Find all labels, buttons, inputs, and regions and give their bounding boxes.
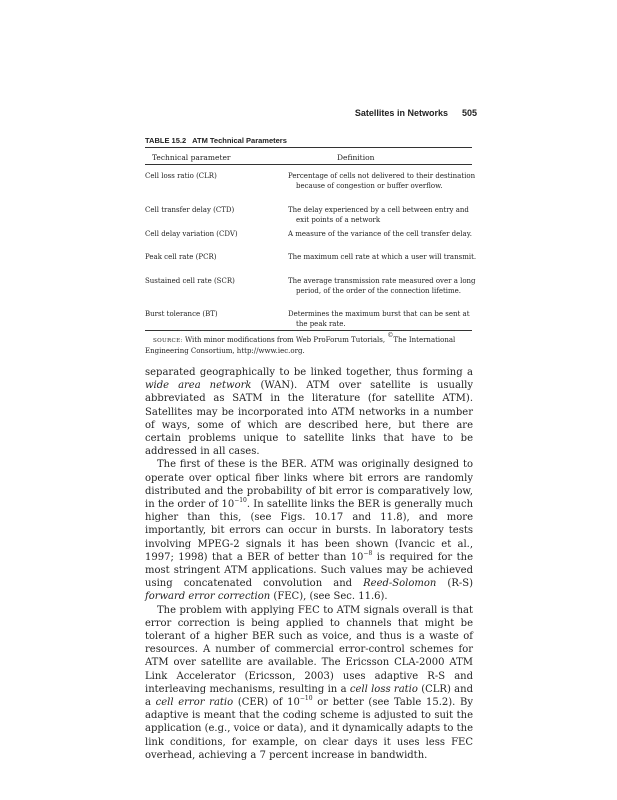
emphasis: Reed-Solomon — [363, 578, 437, 590]
definition-cell: Determines the maximum burst that can be sent at the peak rate. — [288, 310, 470, 328]
text-run: or better (see Table 15.2). By adaptive is meant that the coding scheme is adjusted to suit the application (e.g., voice or data), and it dynamically adapts to the link conditions, for example, on clear days it uses less FEC overhead, achieving a 7 percent increase in bandwidth. — [145, 697, 473, 761]
body-text — [145, 366, 473, 762]
definition-cell: The average transmission rate measured over a long period, of the order of the connection lifetime. — [288, 277, 476, 295]
table-label: TABLE 15.2 — [145, 136, 187, 145]
table-top-rule — [145, 147, 472, 148]
text-run: (CER) of 10 — [237, 697, 300, 709]
param-cell: Burst tolerance (BT) — [145, 310, 218, 318]
paragraph-2 — [145, 458, 473, 603]
column-header-definition: Definition — [337, 153, 375, 162]
emphasis: cell loss ratio — [349, 683, 418, 695]
text-run: (WAN). ATM over satellite is usually abbreviated as SATM in the literature (for satellite ATM). Satellites may be incorporated into ATM networks in a number of ways, some of which are described here, but there are certain problems unique to satellite links that have to be addressed in all cases. — [145, 380, 473, 458]
emphasis: forward error correction — [145, 591, 271, 603]
text-run: . In satellite links the BER is generally much higher than this, (see Figs. 10.17 and 11.8), and more importantly, bit errors can occur in bursts. In laboratory tests involving MPEG-2 signals it has been shown (Ivancic et al., 1997; 1998) that a BER of better than 10 — [145, 499, 474, 563]
column-header-parameter: Technical parameter — [152, 153, 231, 162]
copyright-symbol: © — [387, 332, 394, 339]
definition-cell: Percentage of cells not delivered to their destination because of congestion or buffer overflow. — [288, 172, 476, 190]
param-cell: Sustained cell rate (SCR) — [145, 277, 235, 285]
emphasis: wide area network — [145, 380, 252, 392]
text-run: is required for the most stringent ATM applications. Such values may be achieved using concatenated convolution and — [145, 551, 473, 590]
text-run: separated geographically to be linked together, thus forming a — [145, 367, 473, 378]
text-run: (R-S) — [447, 578, 473, 590]
page-number: 505 — [461, 108, 477, 118]
source-text-2: The International Engineering Consortium, http://www.iec.org. — [145, 336, 456, 355]
param-cell: Peak cell rate (PCR) — [145, 253, 217, 261]
paragraph-3 — [145, 604, 473, 762]
text-run: (CLR) and a — [145, 683, 473, 709]
param-cell: Cell loss ratio (CLR) — [145, 172, 217, 180]
source-label: SOURCE: — [153, 338, 183, 344]
exponent: −10 — [299, 695, 313, 703]
paragraph-1 — [145, 366, 473, 458]
exponent: −10 — [234, 497, 247, 505]
table-header-rule — [145, 164, 472, 165]
table-title: ATM Technical Parameters — [192, 136, 287, 145]
exponent: −8 — [363, 549, 373, 557]
running-title: Satellites in Networks — [354, 108, 448, 118]
definition-cell: A measure of the variance of the cell transfer delay. — [288, 230, 472, 238]
table-source-note — [145, 332, 475, 356]
table-caption — [145, 136, 287, 145]
table-bottom-rule — [145, 330, 472, 331]
param-cell: Cell transfer delay (CTD) — [145, 206, 235, 214]
definition-cell: The maximum cell rate at which a user will transmit. — [288, 253, 477, 261]
emphasis: cell error ratio — [155, 697, 234, 709]
text-run: The first of these is the BER. ATM was originally designed to operate over optical fiber links where bit errors are randomly distributed and the probability of bit error is comparatively low, in the order of 10 — [145, 459, 473, 511]
text-run: The problem with applying FEC to ATM signals overall is that error correction is being applied to channels that might be tolerant of a higher BER such as voice, and thus is a waste of resources. A number of commercial error-control schemes for ATM over satellite are available. The Ericsson CLA-2000 ATM Link Accelerator (Ericsson, 2003) uses adaptive R-S and interleaving mechanisms, resulting in a — [145, 604, 473, 695]
text-run: (FEC), (see Sec. 11.6). — [273, 591, 388, 603]
definition-cell: The delay experienced by a cell between entry and exit points of a network — [288, 206, 469, 224]
source-text: With minor modifications from Web ProForum Tutorials, — [184, 336, 386, 344]
param-cell: Cell delay variation (CDV) — [145, 230, 238, 238]
running-header — [355, 108, 477, 118]
